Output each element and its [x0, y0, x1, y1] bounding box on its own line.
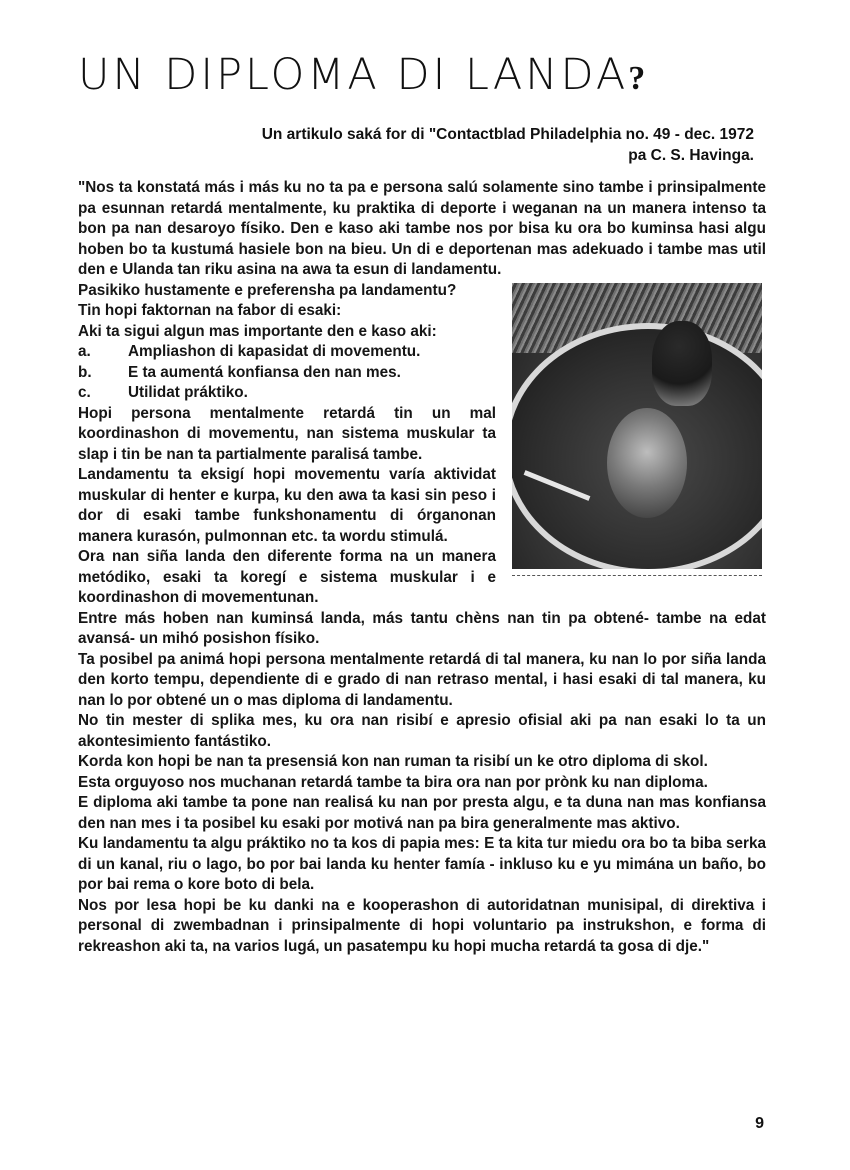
list-item-label: a. [78, 343, 91, 360]
photo-image [512, 283, 762, 569]
list-item-label: c. [78, 384, 91, 401]
byline-source: Un artikulo saká for di "Contactblad Philadelphia no. 49 - dec. 1972 [261, 126, 754, 143]
paragraph-school: Korda kon hopi be nan ta presensiá kon nan ruman ta risibí un ke otro diploma di skol. [78, 753, 708, 770]
page-number: 9 [755, 1115, 764, 1132]
important-line: Aki ta sigui algun mas importante den e kaso aki: [78, 322, 437, 340]
photo-child-standing [652, 321, 712, 406]
factors-line: Tin hopi faktornan na fabor di esaki: [78, 302, 342, 319]
paragraph-coordination: Hopi persona mentalmente retardá tin un mal koordinashon di movementu, nan sistema muskular ta slap i tin be nan ta partialmente paralisá tambe. [78, 404, 496, 463]
paragraph-animate: Ta posibel pa animá hopi persona mentalmente retardá di tal manera, ku nan lo por siña landa den korto tempu, dependiente di e grado di nan retraso mental, i hasi esaki di tal manera, ku nan lo por obtené un o mas diploma di landamentu. [78, 650, 766, 709]
list-item-text: Ampliashon di kapasidat di movementu. [128, 343, 421, 360]
paragraph-practical: Ku landamentu ta algu práktiko no ta kos di papia mes: E ta kita tur miedu ora bo ta biba serka di un kanal, riu o lago, bo por bai landa ku henter famía - inkluso ku e yu mimána un baño, bo por bai rema o kore boto di bela. [78, 835, 766, 893]
photo-child-bathing [607, 408, 687, 518]
paragraph-realise: E diploma aki tambe ta pone nan realisá ku nan por presta algu, e ta duna nan mas konfiansa den nan mes i ta posibel ku esaki por motivá nan pa bira generalmente mas aktivo. [78, 794, 766, 832]
paragraph-proud: Esta orguyoso nos muchanan retardá tambe ta bira ora nan por prònk ku nan diploma. [78, 773, 708, 791]
photo-rule [512, 573, 762, 576]
list-item [78, 342, 496, 363]
question-line: Pasikiko hustamente e preferensha pa landamentu? [78, 281, 457, 299]
paragraph-explain: No tin mester di splika mes, ku ora nan risibí e apresio ofisial aki pa nan esaki lo ta un akontesimiento fantástiko. [78, 712, 766, 750]
article-body [78, 178, 766, 957]
list-item-text: E ta aumentá konfiansa den nan mes. [128, 363, 401, 381]
list-item-text: Utilidat práktiko. [128, 384, 248, 401]
article-title [78, 50, 645, 100]
paragraph-forms: Ora nan siña landa den diferente forma na un manera metódiko, esaki ta koregí e sistema muskular i e koordinashon di movementunan. [78, 548, 496, 606]
list-item [78, 383, 496, 404]
title-text: UN DIPLOMA DI LANDA [78, 50, 629, 100]
paragraph-intro: "Nos ta konstatá más i más ku no ta pa e persona salú solamente sino tambe i prinsipalmente pa esunnan retardá mentalmente, ku praktika di deporte i weganan na un manera intenso ta bon pa nan desaroyo físiko. Den e kaso aki tambe nos por bisa ku ora bo kuminsa hasi algu hoben bo ta kustumá hasiele bon na bieu. Un di e deportenan mas adekuado i tambe mas util den e Ulanda tan riku asina na awa ta esun di landamentu. [78, 179, 766, 278]
title-question-mark: ? [628, 60, 646, 97]
paragraph-thanks: Nos por lesa hopi be ku danki na e kooperashon di autoridatnan munisipal, di direktiva i personal di zwembadnan i prinsipalmente di hopi voluntario pa instrukshon, e forma di rekreashon aki ta, na varios lugá, un pasatempu ku hopi mucha retardá ta gosa di dje." [78, 896, 766, 955]
byline-author: pa C. S. Havinga. [628, 147, 754, 164]
list-item-label: b. [78, 363, 92, 381]
byline [262, 124, 754, 166]
photo-children-in-pool [508, 283, 766, 576]
paragraph-movement: Landamentu ta eksigí hopi movementu varía aktividat muskular di henter e kurpa, ku den awa ta kasi sin peso i dor di esaki tambe funkshonamentu di órganonan manera kurasón, pulmonnan etc. ta wordu stimulá. [78, 466, 496, 545]
list-item [78, 363, 496, 384]
paragraph-young: Entre más hoben nan kuminsá landa, más tantu chèns nan tin pa obtené- tambe na edat avansá- un mihó posishon físiko. [78, 609, 766, 647]
